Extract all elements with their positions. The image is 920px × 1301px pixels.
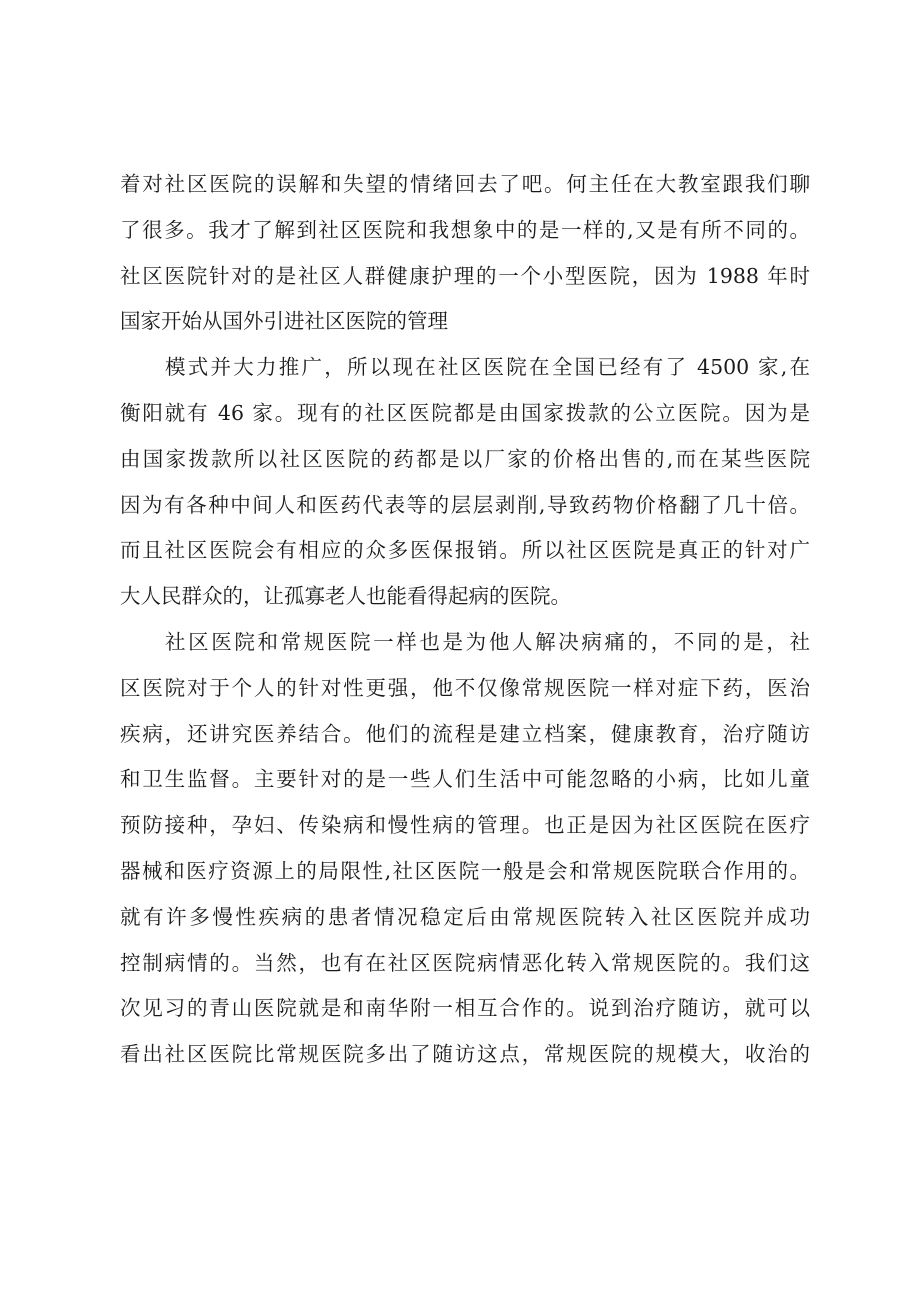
text-line: 衡阳就有 46 家。现有的社区医院都是由国家拨款的公立医院。因为是 — [120, 400, 810, 425]
text-line: 和卫生监督。主要针对的是一些人们生活中可能忽略的小病，比如儿童 — [120, 767, 810, 792]
text-line: 国家开始从国外引进社区医院的管理 — [120, 309, 448, 334]
text-line: 由国家拨款所以社区医院的药都是以厂家的价格出售的,而在某些医院 — [120, 446, 810, 471]
text-line: 看出社区医院比常规医院多出了随访这点，常规医院的规模大，收治的 — [120, 1042, 810, 1067]
body-text — [120, 162, 810, 1078]
text-line: 区医院对于个人的针对性更强，他不仅像常规医院一样对症下药，医治 — [120, 675, 810, 700]
text-line: 就有许多慢性疾病的患者情况稳定后由常规医院转入社区医院并成功 — [120, 904, 810, 929]
text-line: 预防接种，孕妇、传染病和慢性病的管理。也正是因为社区医院在医疗 — [120, 813, 810, 838]
text-line: 控制病情的。当然，也有在社区医院病情恶化转入常规医院的。我们这 — [120, 950, 810, 975]
text-line: 社区医院针对的是社区人群健康护理的一个小型医院，因为 1988 年时 — [120, 263, 810, 288]
text-line: 模式并大力推广，所以现在社区医院在全国已经有了 4500 家,在 — [165, 355, 810, 380]
text-line: 着对社区医院的误解和失望的情绪回去了吧。何主任在大教室跟我们聊 — [120, 172, 810, 196]
text-line: 次见习的青山医院就是和南华附一相互合作的。说到治疗随访，就可以 — [120, 996, 810, 1021]
text-line: 因为有各种中间人和医药代表等的层层剥削,导致药物价格翻了几十倍。 — [120, 492, 810, 517]
text-line: 了很多。我才了解到社区医院和我想象中的是一样的,又是有所不同的。 — [120, 217, 810, 242]
text-line: 而且社区医院会有相应的众多医保报销。所以社区医院是真正的针对广 — [120, 538, 810, 563]
text-line: 器械和医疗资源上的局限性,社区医院一般是会和常规医院联合作用的。 — [120, 858, 810, 883]
text-line: 大人民群众的，让孤寡老人也能看得起病的医院。 — [120, 584, 571, 609]
text-line: 疾病，还讲究医养结合。他们的流程是建立档案，健康教育，治疗随访 — [120, 721, 810, 746]
text-line: 社区医院和常规医院一样也是为他人解决病痛的，不同的是，社 — [165, 629, 810, 654]
